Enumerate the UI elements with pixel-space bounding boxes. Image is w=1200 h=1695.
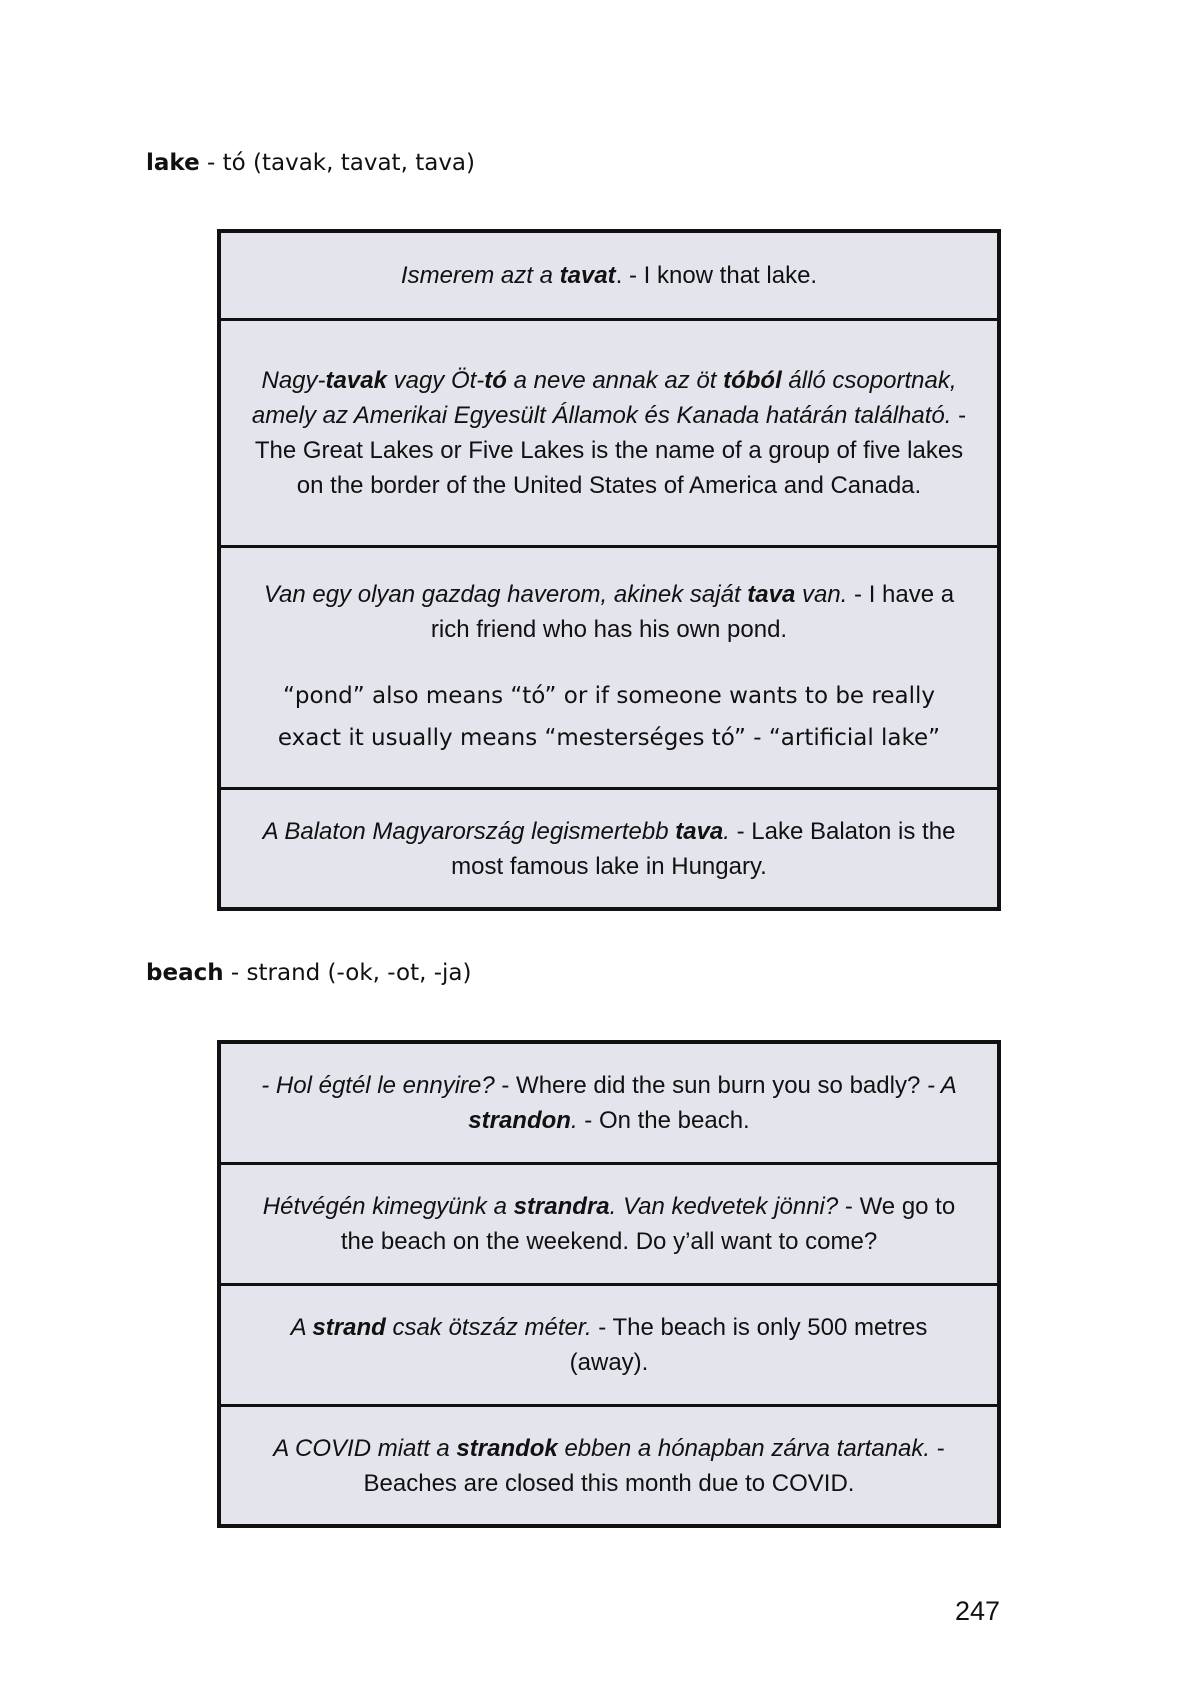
example-row bbox=[221, 548, 997, 790]
text-segment: Hétvégén kimegyünk a bbox=[262, 1193, 514, 1220]
text-segment: tavat bbox=[559, 262, 616, 289]
example-text bbox=[251, 1189, 967, 1259]
text-segment: a neve annak az öt bbox=[506, 367, 724, 394]
example-row bbox=[221, 1286, 997, 1407]
translation: - tó (tavak, tavat, tava) bbox=[199, 150, 475, 176]
example-text bbox=[401, 258, 817, 293]
text-segment: A COVID miatt a bbox=[273, 1434, 457, 1462]
example-row bbox=[221, 790, 997, 907]
text-segment: tava bbox=[675, 817, 724, 845]
example-row bbox=[221, 1165, 997, 1286]
text-segment: strand bbox=[312, 1314, 386, 1341]
text-segment: tava bbox=[747, 580, 796, 608]
text-segment: - On the beach. bbox=[577, 1107, 750, 1134]
text-segment: Van egy olyan gazdag haverom, akinek saját bbox=[263, 580, 748, 608]
text-segment: álló csoportnak, amely az Amerikai Egyesült Államok és Kanada határán található. bbox=[251, 367, 957, 429]
text-segment: - Lake Balaton is the most famous lake in Hungary. bbox=[451, 817, 956, 880]
text-segment: A bbox=[290, 1314, 313, 1341]
text-segment: - I have a rich friend who has his own pond. bbox=[430, 580, 955, 643]
text-segment: ebben a hónapban zárva tartanak. bbox=[557, 1434, 931, 1462]
text-segment: . bbox=[723, 817, 730, 845]
example-text bbox=[251, 1068, 967, 1138]
text-segment: - Beaches are closed this month due to COVID. bbox=[363, 1434, 945, 1497]
translation: - strand (-ok, -ot, -ja) bbox=[223, 960, 472, 986]
text-segment: - The beach is only 500 metres (away). bbox=[569, 1314, 928, 1376]
example-text bbox=[251, 814, 967, 884]
usage-note: “pond” also means “tó” or if someone wants to be really exact it usually means “mesterséges tó” - “artificial lake” bbox=[277, 682, 941, 751]
text-segment: strandra bbox=[513, 1193, 610, 1220]
text-segment: vagy Öt- bbox=[386, 367, 485, 394]
text-segment: - Hol égtél le ennyire? bbox=[261, 1072, 495, 1099]
text-segment: . Van kedvetek jönni? bbox=[609, 1193, 839, 1220]
text-segment: strandok bbox=[456, 1434, 558, 1462]
example-row bbox=[221, 1407, 997, 1524]
example-text bbox=[251, 577, 967, 647]
examples-table-lake bbox=[217, 229, 1001, 911]
text-segment: - We go to the beach on the weekend. Do y’all want to come? bbox=[340, 1193, 956, 1255]
example-row bbox=[221, 321, 997, 548]
text-segment: - Where did the sun burn you so badly? bbox=[494, 1072, 927, 1099]
text-segment: . - I know that lake. bbox=[615, 262, 818, 289]
text-segment: Ismerem azt a bbox=[400, 262, 560, 289]
text-segment: A Balaton Magyarország legismertebb bbox=[262, 817, 676, 845]
text-segment: csak ötszáz méter. bbox=[385, 1314, 592, 1341]
term: beach bbox=[146, 960, 224, 986]
example-text bbox=[251, 363, 967, 503]
example-text bbox=[251, 1431, 967, 1501]
text-segment: tavak bbox=[325, 367, 387, 394]
example-text bbox=[251, 1310, 967, 1380]
text-segment: . bbox=[570, 1107, 578, 1134]
example-row bbox=[221, 233, 997, 321]
text-segment: van. bbox=[795, 580, 848, 608]
heading-lake bbox=[146, 150, 475, 176]
page-number: 247 bbox=[954, 1596, 1000, 1626]
text-segment: - The Great Lakes or Five Lakes is the name of a group of five lakes on the border of the United States of America and Canada. bbox=[254, 402, 967, 499]
text-segment: strandon bbox=[468, 1107, 571, 1134]
text-segment: tóból bbox=[723, 367, 782, 394]
term: lake bbox=[146, 150, 200, 176]
text-segment: tó bbox=[484, 367, 507, 394]
text-segment: Nagy- bbox=[261, 367, 326, 394]
text-segment: - A bbox=[926, 1072, 957, 1099]
heading-beach bbox=[146, 960, 471, 986]
example-row bbox=[221, 1044, 997, 1165]
examples-table-beach bbox=[217, 1040, 1001, 1528]
